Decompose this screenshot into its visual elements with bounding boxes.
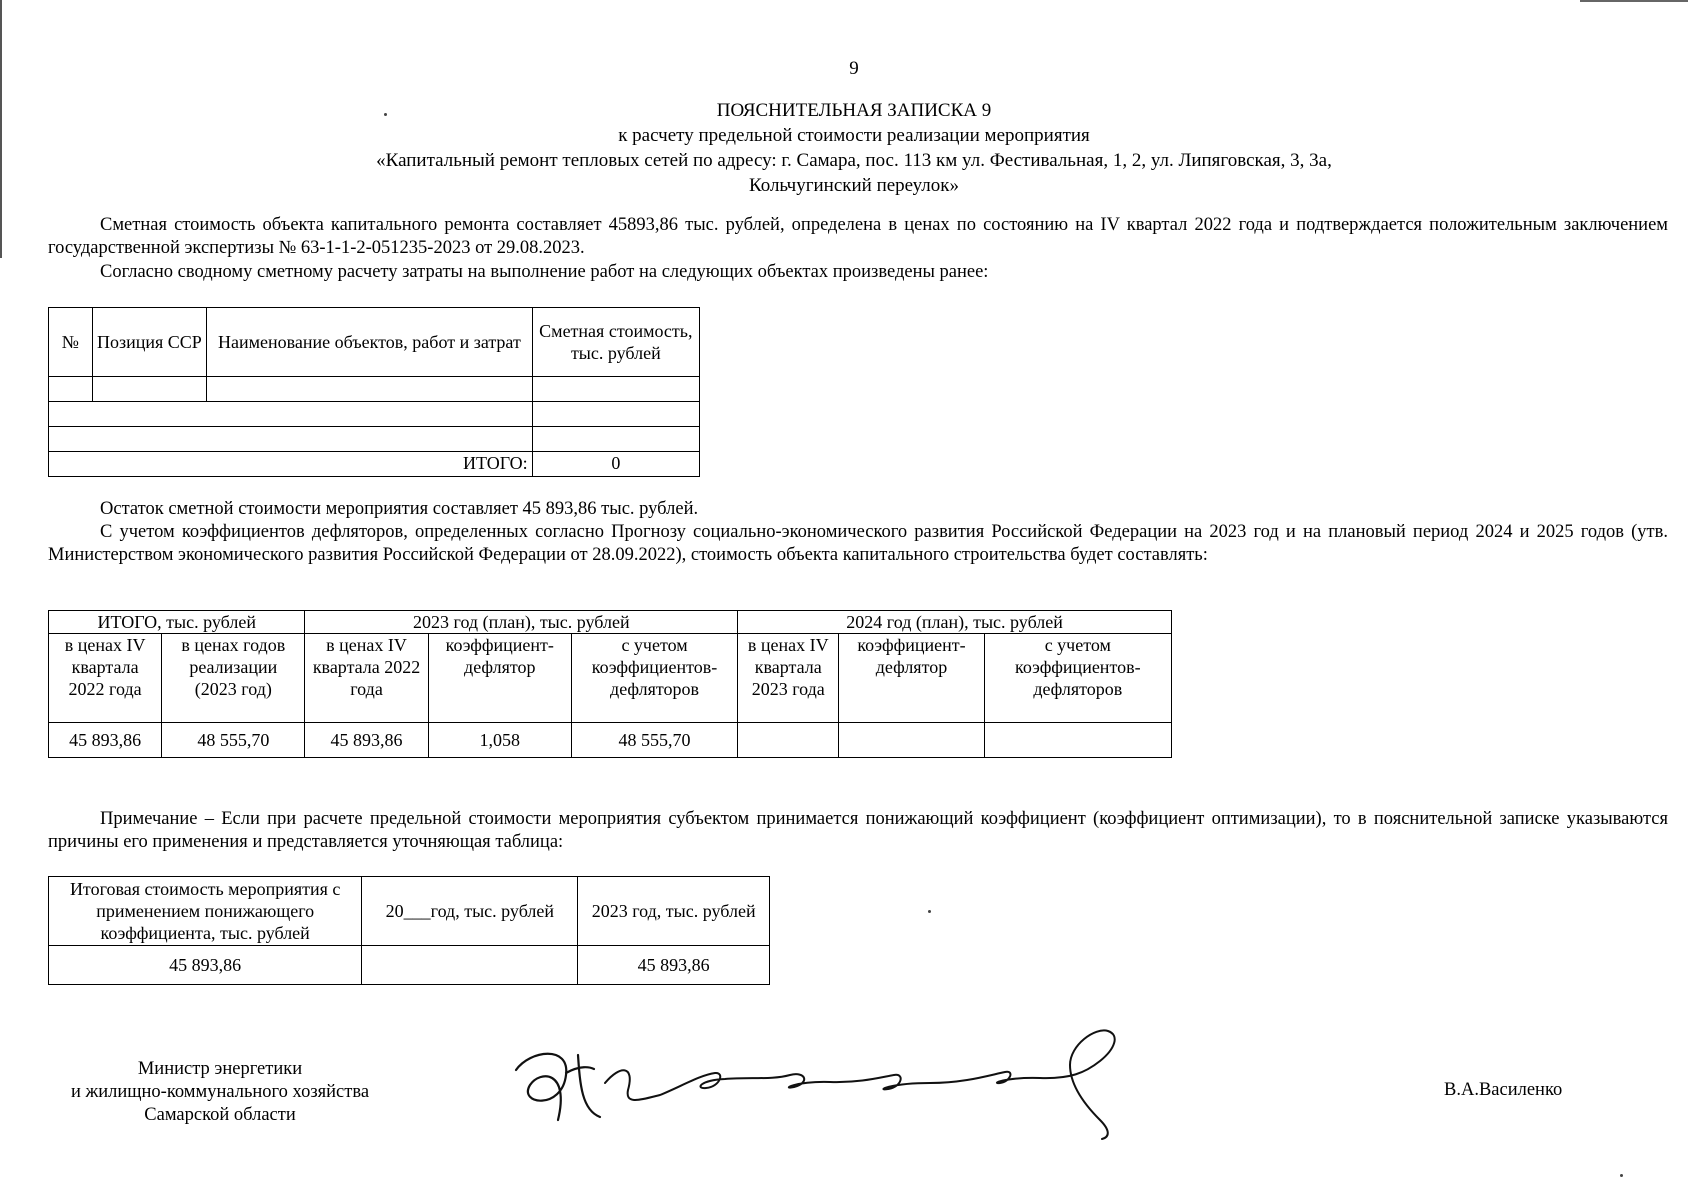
- deflator-table: [48, 610, 1172, 758]
- sub-2023-with: с учетом коэффициентов-дефляторов: [571, 634, 737, 723]
- title-line-3: «Капитальный ремонт тепловых сетей по адресу: г. Самара, пос. 113 км ул. Фестивальная, 1, 2, ул. Липяговская, 3, 3а,: [376, 150, 1332, 171]
- value-total-prices-years: 48 555,70: [162, 723, 305, 758]
- sub-total-prices-2022: в ценах IV квартала 2022 года: [49, 634, 162, 723]
- paragraph-deflators: С учетом коэффициентов дефляторов, определенных согласно Прогнозу социально-экономического развития Российской Федерации на 2023 год и на плановый период 2024 и 2025 годов (утв. Министерством экономического развития Российской Федерации от 28.09.2022), стоимость объекта капитального строительства будет составлять:: [48, 522, 1668, 565]
- paragraph-remaining: Остаток сметной стоимости мероприятия составляет 45 893,86 тыс. рублей.: [100, 499, 699, 519]
- scan-speck: [384, 113, 387, 116]
- scan-speck: [1620, 1174, 1623, 1177]
- previous-costs-table: [48, 307, 700, 477]
- title-line-2: к расчету предельной стоимости реализации мероприятия: [618, 125, 1090, 146]
- paragraph-estimate: Сметная стоимость объекта капитального ремонта составляет 45893,86 тыс. рублей, определена в ценах по состоянию на IV квартал 2022 года и подтверждается положительным заключением государственной экспертизы № 63-1-1-2-051235-2023 от 29.08.2023.: [48, 215, 1668, 258]
- table-total-row: [49, 452, 700, 477]
- table-row: [49, 377, 700, 402]
- value-2024-prices: [738, 723, 839, 758]
- header-num: №: [49, 308, 93, 377]
- value-2023-prices: 45 893,86: [305, 723, 428, 758]
- group-2023: 2023 год (план), тыс. рублей: [305, 611, 738, 634]
- value-year-blank: [362, 946, 578, 985]
- header-cost: Сметная стоимость, тыс. рублей: [532, 308, 699, 377]
- table-value-row: [49, 946, 770, 985]
- scan-speck: [928, 910, 931, 913]
- header-position: Позиция ССР: [92, 308, 207, 377]
- handwritten-signature: [510, 1025, 1170, 1145]
- table-cell: [532, 377, 699, 402]
- table-cell: [49, 427, 533, 452]
- table-group-header-row: [49, 611, 1172, 634]
- optimization-table: [48, 876, 770, 985]
- document-title: [200, 98, 1508, 198]
- paragraph-note: Примечание – Если при расчете предельной стоимости мероприятия субъектом принимается понижающий коэффициент (коэффициент оптимизации), то в пояснительной записке указываются причины его применения и представляется уточняющая таблица:: [48, 809, 1668, 852]
- total-label: ИТОГО:: [49, 452, 533, 477]
- sub-2024-prices: в ценах IV квартала 2023 года: [738, 634, 839, 723]
- title-line-4: Кольчугинский переулок»: [748, 175, 960, 196]
- signer-position: [40, 1058, 400, 1127]
- scan-edge-mark: [1580, 0, 1688, 2]
- table-header-row: [49, 877, 770, 946]
- sub-2023-prices: в ценах IV квартала 2022 года: [305, 634, 428, 723]
- table-cell: [49, 377, 93, 402]
- title-line-1: ПОЯСНИТЕЛЬНАЯ ЗАПИСКА 9: [716, 100, 992, 121]
- signer-line-3: Самарской области: [144, 1105, 296, 1125]
- sub-total-prices-years: в ценах годов реализации (2023 год): [162, 634, 305, 723]
- sub-2024-with: с учетом коэффициентов-дефляторов: [984, 634, 1171, 723]
- header-year-blank: 20___год, тыс. рублей: [362, 877, 578, 946]
- table-value-row: [49, 723, 1172, 758]
- table-cell: [532, 402, 699, 427]
- header-name: Наименование объектов, работ и затрат: [207, 308, 533, 377]
- paragraph-previous-costs: Согласно сводному сметному расчету затраты на выполнение работ на следующих объектах произведены ранее:: [100, 262, 989, 282]
- signer-line-2: и жилищно-коммунального хозяйства: [70, 1082, 370, 1102]
- value-total-prices-2022: 45 893,86: [49, 723, 162, 758]
- table-header-row: [49, 308, 700, 377]
- value-2023-with: 48 555,70: [571, 723, 737, 758]
- table-cell: [207, 377, 533, 402]
- sub-2024-coef: коэффициент-дефлятор: [839, 634, 984, 723]
- signer-name: В.А.Василенко: [1444, 1080, 1563, 1100]
- value-2024-coef: [839, 723, 984, 758]
- table-sub-header-row: [49, 634, 1172, 723]
- scan-edge-line: [0, 0, 2, 258]
- page-number: 9: [849, 58, 859, 79]
- value-final-cost: 45 893,86: [49, 946, 362, 985]
- value-2024-with: [984, 723, 1171, 758]
- header-final-cost: Итоговая стоимость мероприятия с применением понижающего коэффициента, тыс. рублей: [49, 877, 362, 946]
- sub-2023-coef: коэффициент-дефлятор: [428, 634, 571, 723]
- table-cell: [49, 402, 533, 427]
- signer-line-1: Министр энергетики: [137, 1059, 303, 1079]
- value-2023-coef: 1,058: [428, 723, 571, 758]
- total-value: 0: [532, 452, 699, 477]
- header-year-2023: 2023 год, тыс. рублей: [578, 877, 770, 946]
- table-row: [49, 402, 700, 427]
- table-cell: [532, 427, 699, 452]
- table-cell: [92, 377, 207, 402]
- value-year-2023: 45 893,86: [578, 946, 770, 985]
- table-row: [49, 427, 700, 452]
- group-2024: 2024 год (план), тыс. рублей: [738, 611, 1172, 634]
- group-total: ИТОГО, тыс. рублей: [49, 611, 305, 634]
